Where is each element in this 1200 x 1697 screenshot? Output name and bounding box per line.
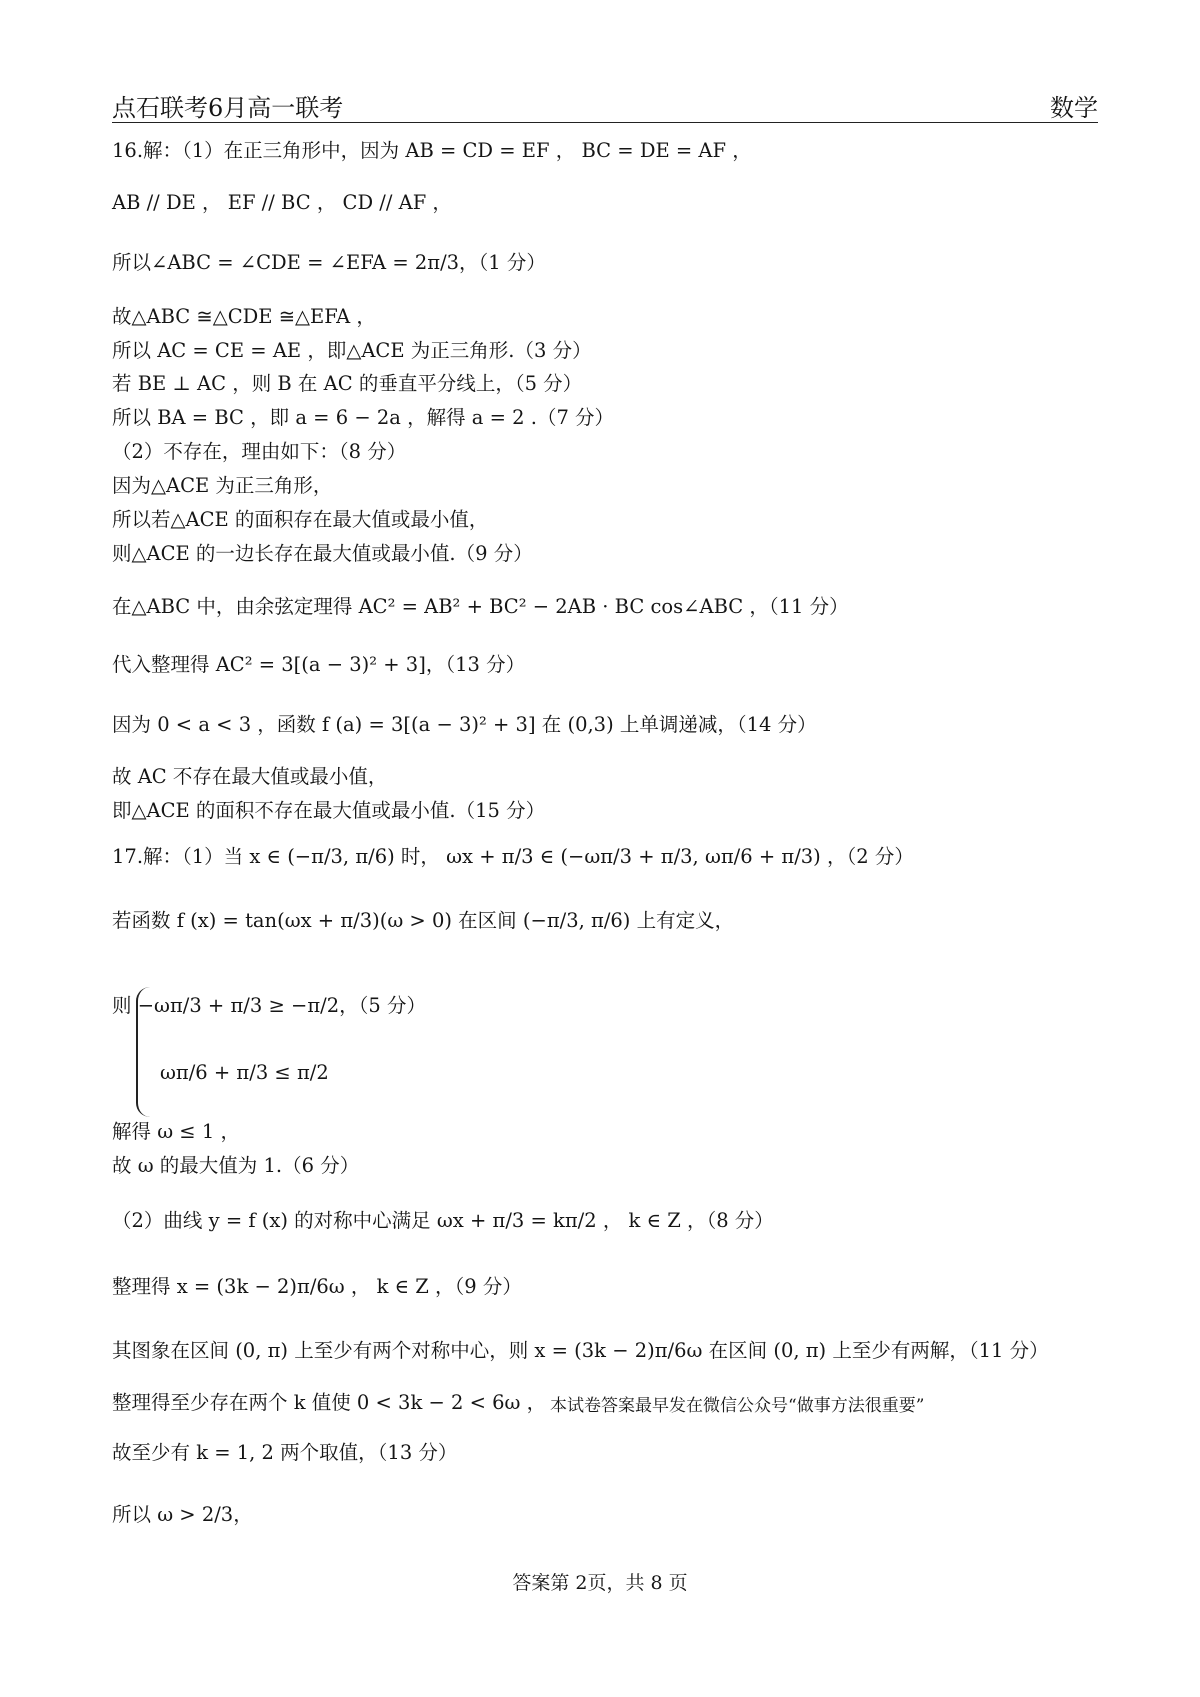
subject-label: 数学 — [1050, 94, 1098, 122]
text-line: 则△ACE 的一边长存在最大值或最小值.（9 分） — [112, 542, 533, 565]
page-footer: 答案第 2页，共 8 页 — [512, 1572, 688, 1594]
text-line: 若 BE ⊥ AC ，则 B 在 AC 的垂直平分线上，（5 分） — [112, 372, 583, 395]
text-line: 所以 AC = CE = AE ，即△ACE 为正三角形.（3 分） — [112, 339, 592, 362]
text-line: 若函数 f (x) = tan(ωx + π/3)(ω > 0) 在区间 (−π/3, π/6) 上有定义， — [112, 909, 735, 932]
text-line: 所以∠ABC = ∠CDE = ∠EFA = 2π/3，（1 分） — [112, 251, 546, 274]
text-line: 则 −ωπ/3 + π/3 ≥ −π/2，（5 分） — [112, 994, 426, 1017]
text-line: 故△ABC ≅△CDE ≅△EFA ， — [112, 305, 376, 328]
text-line: 故至少有 k = 1, 2 两个取值，（13 分） — [112, 1441, 458, 1464]
page-header — [112, 86, 1098, 123]
text-line: 整理得至少存在两个 k 值使 0 < 3k − 2 < 6ω ， — [112, 1391, 547, 1414]
text-line: （2）不存在，理由如下：（8 分） — [112, 440, 407, 463]
exam-title: 点石联考6月高一联考 — [112, 94, 344, 122]
text-line: 故 ω 的最大值为 1.（6 分） — [112, 1154, 360, 1177]
text-line: 解得 ω ≤ 1 ， — [112, 1120, 240, 1143]
text-line: 其图象在区间 (0, π) 上至少有两个对称中心，则 x = (3k − 2)π/6ω 在区间 (0, π) 上至少有两解，（11 分） — [112, 1339, 1049, 1362]
text-line: 整理得 x = (3k − 2)π/6ω ， k ∈ Z ，（9 分） — [112, 1275, 522, 1298]
text-line: 因为 0 < a < 3 ，函数 f (a) = 3[(a − 3)² + 3] 在 (0,3) 上单调递减，（14 分） — [112, 713, 817, 736]
watermark-note: 本试卷答案最早发在微信公众号“做事方法很重要” — [550, 1396, 925, 1416]
text-line: 所以 ω > 2/3， — [112, 1503, 253, 1526]
text-line: 所以 BA = BC ，即 a = 6 − 2a ，解得 a = 2 .（7 分） — [112, 406, 615, 429]
text-line: ωπ/6 + π/3 ≤ π/2 — [160, 1061, 329, 1084]
text-line: 即△ACE 的面积不存在最大值或最小值.（15 分） — [112, 799, 546, 822]
text-line: （2）曲线 y = f (x) 的对称中心满足 ωx + π/3 = kπ/2 ， k ∈ Z ，（8 分） — [112, 1209, 774, 1232]
text-line: 在△ABC 中，由余弦定理得 AC² = AB² + BC² − 2AB · BC cos∠ABC ，（11 分） — [112, 595, 849, 618]
text-line: 因为△ACE 为正三角形， — [112, 474, 333, 497]
text-line: 17.解：（1）当 x ∈ (−π/3, π/6) 时， ωx + π/3 ∈ (−ωπ/3 + π/3, ωπ/6 + π/3) ，（2 分） — [112, 845, 914, 868]
text-line: AB // DE ， EF // BC ， CD // AF ， — [112, 191, 452, 214]
text-line: 所以若△ACE 的面积存在最大值或最小值， — [112, 508, 489, 531]
text-line: 故 AC 不存在最大值或最小值， — [112, 765, 388, 788]
text-line: 代入整理得 AC² = 3[(a − 3)² + 3]，（13 分） — [112, 653, 526, 676]
text-line: 16.解：（1）在正三角形中，因为 AB = CD = EF ， BC = DE = AF ， — [112, 139, 752, 162]
